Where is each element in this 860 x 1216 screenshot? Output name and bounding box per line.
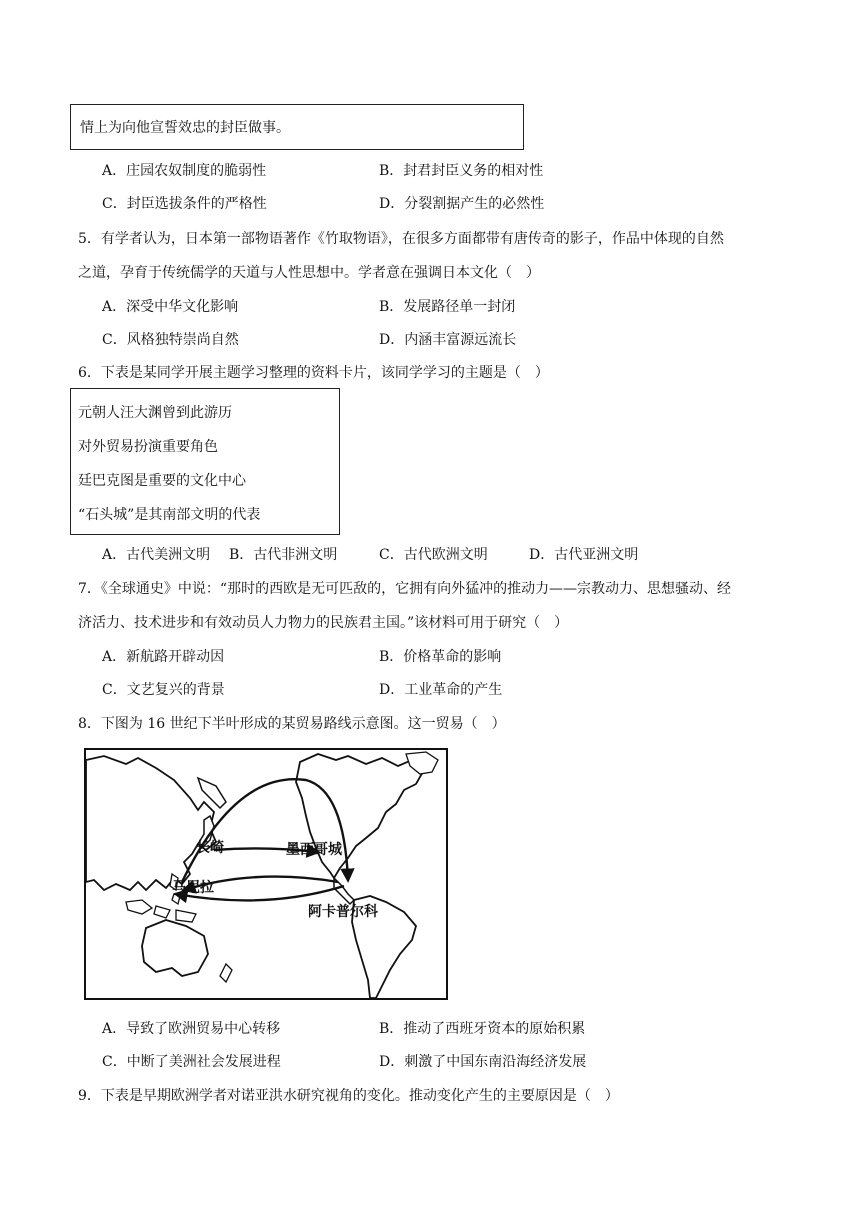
q6-card-line-2: 对外贸易扮演重要角色: [78, 439, 218, 455]
q6-option-a[interactable]: A．古代美洲文明: [102, 547, 211, 563]
q6-option-b[interactable]: B．古代非洲文明: [229, 547, 338, 563]
q7-option-d[interactable]: D．工业革命的产生: [379, 682, 503, 698]
q6-stem: 6．下表是某同学开展主题学习整理的资料卡片，该同学学习的主题是（ ）: [78, 365, 549, 381]
landmass-new-zealand: [220, 964, 232, 982]
q8-option-d[interactable]: D．刺激了中国东南沿海经济发展: [379, 1054, 587, 1070]
q7-stem-line2: 济活力、技术进步和有效动员人力物力的民族君主国。”该材料可用于研究（ ）: [78, 615, 569, 631]
q5-option-b[interactable]: B．发展路径单一封闭: [379, 299, 516, 315]
map-label-nagasaki: 长崎: [196, 840, 224, 856]
q8-stem: 8．下图为 16 世纪下半叶形成的某贸易路线示意图。这一贸易（ ）: [78, 716, 506, 732]
q5-option-d[interactable]: D．内涵丰富源远流长: [379, 332, 517, 348]
map-label-acapulco: 阿卡普尔科: [308, 904, 378, 920]
q5-option-c[interactable]: C．风格独特崇尚自然: [102, 332, 239, 348]
map-label-manila: 马尼拉: [172, 880, 214, 896]
q4-option-c[interactable]: C．封臣选拔条件的严格性: [102, 196, 267, 212]
q8-option-c[interactable]: C．中断了美洲社会发展进程: [102, 1054, 281, 1070]
q6-card-line-1: 元朝人汪大渊曾到此游历: [78, 405, 232, 421]
landmass-north-america: [296, 754, 424, 878]
q5-option-a[interactable]: A．深受中华文化影响: [102, 299, 239, 315]
q8-option-b[interactable]: B．推动了西班牙资本的原始积累: [379, 1021, 586, 1037]
landmass-indonesia: [126, 900, 196, 922]
q7-option-b[interactable]: B．价格革命的影响: [379, 649, 502, 665]
q6-card-line-3: 廷巴克图是重要的文化中心: [78, 473, 246, 489]
trade-route-map: [84, 748, 448, 1000]
landmass-asia: [86, 756, 216, 890]
q7-stem-line1: 7．《全球通史》中说：“那时的西欧是无可匹敌的，它拥有向外猛冲的推动力——宗教动力、思想骚动、经: [78, 581, 732, 597]
q4-option-a[interactable]: A．庄园农奴制度的脆弱性: [102, 163, 267, 179]
q4-option-b[interactable]: B．封君封臣义务的相对性: [379, 163, 544, 179]
landmass-australia: [142, 920, 208, 976]
q4-option-d[interactable]: D．分裂割据产生的必然性: [379, 196, 545, 212]
q6-card-line-4: “石头城”是其南部文明的代表: [78, 507, 261, 523]
q8-option-a[interactable]: A．导致了欧洲贸易中心转移: [102, 1021, 281, 1037]
q4-material-text: 情上为向他宣誓效忠的封臣做事。: [80, 120, 290, 136]
q6-option-c[interactable]: C．古代欧洲文明: [379, 547, 488, 563]
q7-option-a[interactable]: A．新航路开辟动因: [102, 649, 225, 665]
q7-option-c[interactable]: C．文艺复兴的背景: [102, 682, 225, 698]
q6-option-d[interactable]: D．古代亚洲文明: [529, 547, 639, 563]
q5-stem-line2: 之道，孕育于传统儒学的天道与人性思想中。学者意在强调日本文化（ ）: [78, 265, 540, 281]
map-label-mexico-city: 墨西哥城: [286, 842, 342, 858]
trade-route-map-svg: [86, 750, 446, 998]
q9-stem: 9．下表是早期欧洲学者对诺亚洪水研究视角的变化。推动变化产生的主要原因是（ ）: [78, 1088, 619, 1104]
q5-stem-line1: 5．有学者认为，日本第一部物语著作《竹取物语》，在很多方面都带有唐传奇的影子，作品中体现的自然: [78, 231, 724, 247]
